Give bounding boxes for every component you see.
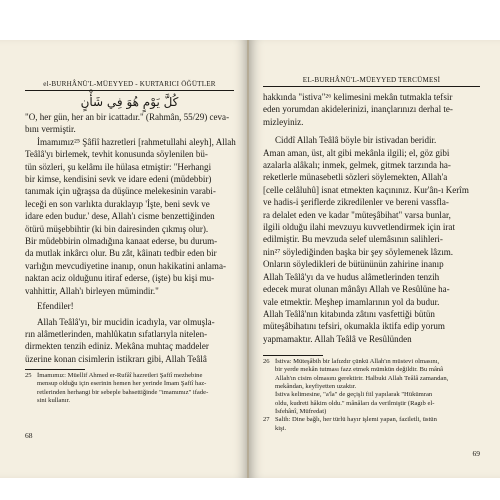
left-body-text	[25, 111, 234, 365]
footnote-number: 26	[263, 358, 270, 366]
right-page	[249, 40, 500, 478]
footnote-number: 27	[263, 416, 270, 424]
footnote-line: sini kullanır.	[37, 397, 70, 405]
left-page	[0, 40, 248, 478]
text-line: üzerine konan cisimlerin istikrarı gibi, Allah Teâlâ	[25, 353, 207, 364]
footnote-line: bir yerde mekân tutması fazz etmek mümkün değildir. Bu mânâ	[275, 366, 444, 374]
text-line: leceği en son varlıkta duraklayıp 'İşte, beni sevk ve	[25, 198, 210, 209]
text-line: Onların söyledikleri de bütününün zahirine inanıp	[263, 259, 444, 270]
text-line: nin²⁷ söylediğinden başka bir şey söylemenek lâzım.	[263, 246, 454, 257]
footnote-line: retlerinden herhangi bir sebeple bahsettiğinde "imamımız" ifade-	[37, 388, 209, 396]
text-line: bir kimse, kendisini sevk ve idare edeni (müdebbir)	[25, 174, 212, 185]
text-line: reketlerle münasebetli sözleri söylemekten, Allah'a	[263, 172, 448, 183]
text-line: müteşâbihatını tefsiri, okumakla iktifa edip yorum	[263, 321, 445, 332]
text-line: bını vermiştir.	[25, 124, 76, 135]
text-line: idare eden budur.' dese, Allah'ı cisme benzettiğinden	[25, 211, 215, 222]
text-line: mizleyiniz.	[263, 116, 304, 127]
footnote-line: İstiva kelimesine, "a'la" de geçişli fiil yapılarak "Hükümran	[275, 391, 433, 399]
text-line: Allah Teâlâ'yı da ve hudus alâmetlerinden tenzih	[263, 271, 440, 282]
text-line: da mutlak inkârcı olur. Bu zât, kâinatı tedbir eden bir	[25, 248, 217, 259]
text-line: rın alâmetlerinden, mahlûkatın sıfatlarıyla nitelen-	[25, 328, 208, 339]
footnote-number: 25	[25, 372, 32, 380]
footnote-divider	[25, 369, 85, 370]
open-book	[0, 40, 500, 478]
footnote-line: oldu, kudreti hâkim oldu." mânâları da verilmiştir (Ragıb el-	[275, 399, 435, 407]
footnote-line: mekândan, keyfiyetten uzaktır.	[275, 383, 357, 391]
footnote-25	[25, 372, 234, 405]
text-line: hakkında "istiva"²⁶ kelimesini mekân tutmakla tefsir	[263, 92, 453, 102]
footnote-line: İsfehânî, Müfredat)	[275, 407, 327, 415]
footnote-line: İstiva: Müteşâbih bir lafızdır çünkü Allah'ın müstevi olmasını,	[275, 358, 440, 366]
text-line: "O, her gün, her an bir icattadır." (Rahmân, 55/29) ceva-	[25, 112, 230, 122]
text-line: Allah Teâlâ'nın kitabında zâtını vasfettiği bütün	[263, 308, 435, 319]
text-line: varlığın mevcudiyetine inanıp, onun hakikatini anlama-	[25, 260, 226, 271]
footnote-27	[263, 416, 480, 433]
footnote-line: Salih: Dine bağlı, her türlü hayır işlemi yapan, faziletli, üstün	[275, 416, 437, 424]
footnote-line: İmamımız: Müellif Ahmed er-Rufâî hazretleri Şafiî mezhebine	[37, 372, 203, 380]
text-line: Teâlâ'yı birlemek, tevhit konusunda söylenilen bü-	[25, 149, 208, 160]
text-line: İmamımız²⁵ Şâfiî hazretleri [rahmetullahi aleyh], Allah	[37, 136, 236, 147]
text-line: tün sözleri, şu kelâmı ile hülasa etmiştir: "Herhangi	[25, 161, 212, 172]
text-line: Bir müdebbirin olmadığına kanaat ederse, bu durum-	[25, 236, 218, 247]
footnote-line: Allah'ın cisim olmasını gerektirir. Halbuki Allah Teâlâ zamandan,	[275, 374, 449, 382]
right-page-number: 69	[472, 449, 480, 458]
text-line: vahhittir, Allah'ı birleyen mümindir."	[25, 285, 159, 296]
text-line: dirmekten tenzih ediniz. Mekâna muhtaç maddeler	[25, 341, 209, 352]
text-line: Allah Teâlâ'yı, bir mucidin icadıyla, var olmuşla-	[37, 316, 215, 327]
text-line: ötürü müşebbihtir (ki bin dairesinden çıkmış olur).	[25, 223, 209, 234]
footnote-line: mensup olduğu için eserinin hemen her yerinde İmam Şafiî haz-	[37, 380, 207, 388]
footnote-divider	[263, 355, 323, 356]
section-address: Efendiler!	[37, 301, 74, 312]
text-line: edecek murat olunan mânâyı Allah ve Resûlüne ha-	[263, 284, 450, 295]
right-body-text	[263, 91, 480, 345]
text-line: vale etmektir. Meşhep imamlarının yol da budur.	[263, 296, 440, 307]
left-page-number: 68	[25, 431, 33, 440]
text-line: yapmamaktır. Allah Teâlâ ve Resûlünden	[263, 333, 412, 344]
text-line: tanımak için uğraşsa da düşünce melekesinin varabi-	[25, 186, 216, 197]
text-line: ilgili olduğu ilahi mevzuyu kuvvetlendirmek için irat	[263, 222, 455, 233]
right-running-header: EL-BURHÂNÜ'L-MÜEYYED TERCÜMESİ	[263, 76, 480, 87]
text-line: [celle celâluhû] isnat etmekten kaçınınız. Kur'ân-ı Kerîm	[263, 184, 469, 195]
footnote-26	[263, 358, 480, 416]
arabic-verse: كُلَّ يَوْمٍ هُوَ فِي شَأْنٍ	[80, 95, 179, 109]
text-line: eden yorumdan akidelerinizi, inançlarınızı derhal te-	[263, 104, 453, 115]
text-line: ve hadis-i şeriflerde zikredilenler ve bereni vassfla-	[263, 197, 449, 208]
left-running-header: el-BURHÂNÜ'L-MÜEYYED - KURTARICI ÖĞÜTLER	[25, 80, 234, 91]
text-line: Aman aman, üst, alt gibi mekânla ilgili; el, göz gibi	[263, 147, 450, 158]
footnote-line: kişi.	[275, 424, 287, 432]
text-line: naktan aciz olduğunu itiraf ederse, (işte) bu kişi mu-	[25, 273, 215, 284]
text-line: ra delalet eden ve kadar "müteşâbihat" varsa bunlar,	[263, 209, 451, 220]
text-line: azalarla alâkalı; inmek, gelmek, gitmek tarzında ha-	[263, 160, 451, 171]
text-line: edilmiştir. Bu mevzuda selef ulemâsının salihleri-	[263, 234, 443, 245]
text-line: Ciddî Allah Teâlâ böyle bir istivadan beridir.	[275, 135, 437, 146]
